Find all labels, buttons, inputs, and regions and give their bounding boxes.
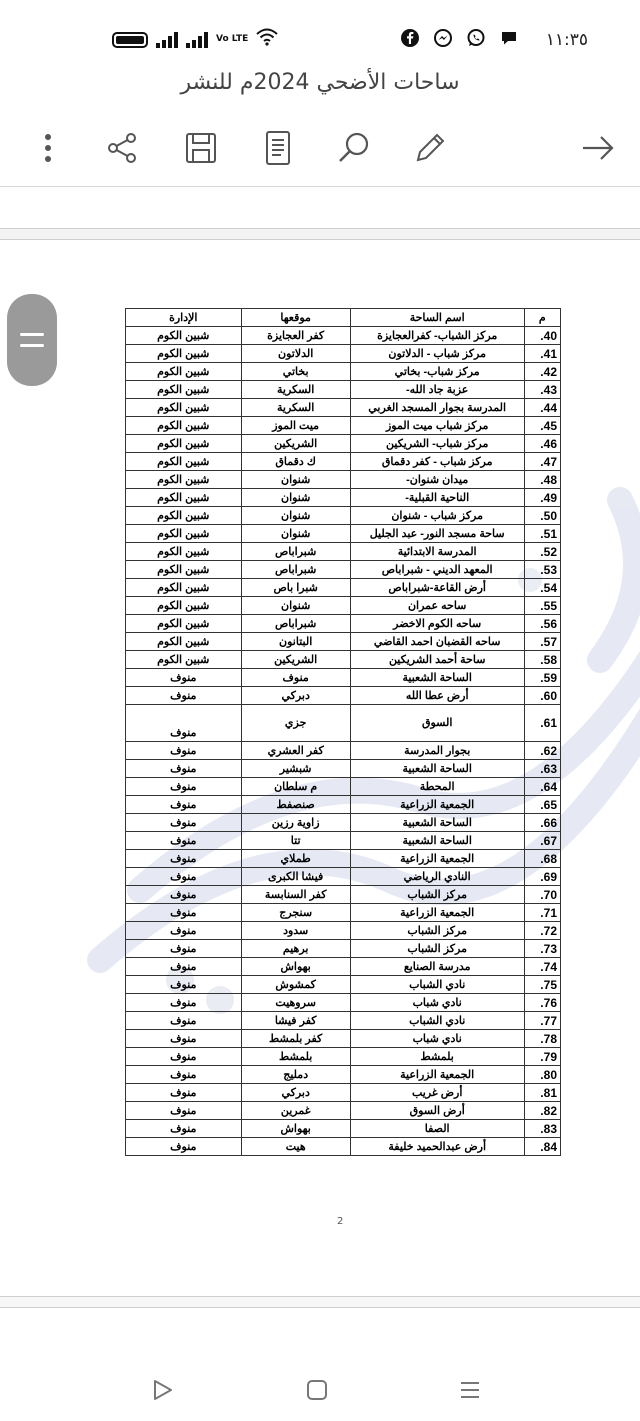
plaza-administration: منوف [126,778,242,796]
plaza-administration: شبين الكوم [126,327,242,345]
row-number: 80. [524,1066,560,1084]
plaza-location: كفر بلمشط [241,1030,350,1048]
header-location: موقعها [241,309,350,327]
table-row [126,796,561,814]
plaza-location: الشريكين [241,435,350,453]
plaza-administration: منوف [126,1138,242,1156]
table-row [126,381,561,399]
row-number: 77. [524,1012,560,1030]
plaza-name: الجمعية الزراعية [350,1066,524,1084]
plaza-location: سدود [241,922,350,940]
plaza-location: البتانون [241,633,350,651]
plaza-administration: منوف [126,1030,242,1048]
plaza-location: شبراباص [241,615,350,633]
plaza-name: أرض السوق [350,1102,524,1120]
table-row [126,1030,561,1048]
plaza-name: مركز شباب - كفر دقماق [350,453,524,471]
plaza-administration: منوف [126,796,242,814]
plaza-name: مركز الشباب- كفرالعجايزة [350,327,524,345]
row-number: 70. [524,886,560,904]
plaza-administration: شبين الكوم [126,615,242,633]
row-number: 71. [524,904,560,922]
plaza-administration: منوف [126,1012,242,1030]
plaza-location: السكرية [241,399,350,417]
row-number: 82. [524,1102,560,1120]
status-bar [0,0,640,70]
row-number: 60. [524,687,560,705]
table-row [126,345,561,363]
plaza-name: أرض القاعة-شبراباص [350,579,524,597]
plaza-name: المدرسة بجوار المسجد الغربي [350,399,524,417]
plaza-administration: منوف [126,922,242,940]
page-icon[interactable] [258,128,298,168]
plaza-location: شنوان [241,471,350,489]
plaza-administration: منوف [126,850,242,868]
messenger-icon [433,28,453,48]
plaza-location: السكرية [241,381,350,399]
table-row [126,778,561,796]
plaza-location: شبرا باص [241,579,350,597]
table-row [126,525,561,543]
plaza-location: كفر العجايزة [241,327,350,345]
table-row [126,705,561,742]
plaza-name: نادي شباب [350,1030,524,1048]
plaza-location: زاوية رزين [241,814,350,832]
row-number: 61. [524,705,560,742]
plaza-administration: شبين الكوم [126,633,242,651]
plaza-location: بهواش [241,958,350,976]
row-number: 58. [524,651,560,669]
plaza-location: سروهيت [241,994,350,1012]
plaza-name: الناحية القبلية- [350,489,524,507]
row-number: 84. [524,1138,560,1156]
plaza-name: الساحة الشعبية [350,669,524,687]
plaza-name: الجمعية الزراعية [350,904,524,922]
plaza-administration: منوف [126,1102,242,1120]
row-number: 78. [524,1030,560,1048]
row-number: 40. [524,327,560,345]
table-header-row [126,309,561,327]
plaza-administration: منوف [126,994,242,1012]
plaza-location: م سلطان [241,778,350,796]
table-row [126,1012,561,1030]
plaza-name: ساحة أحمد الشريكين [350,651,524,669]
row-number: 42. [524,363,560,381]
plaza-administration: شبين الكوم [126,399,242,417]
plaza-administration: منوف [126,886,242,904]
table-row [126,904,561,922]
plaza-administration: منوف [126,742,242,760]
table-row [126,507,561,525]
plaza-location: شبشير [241,760,350,778]
plaza-location: الدلاتون [241,345,350,363]
system-nav-bar [0,1350,640,1421]
table-row [126,363,561,381]
plaza-administration: شبين الكوم [126,525,242,543]
plaza-location: بخاتي [241,363,350,381]
plaza-name: مركز شباب- الشريكين [350,435,524,453]
table-row [126,489,561,507]
row-number: 62. [524,742,560,760]
table-row [126,742,561,760]
signal-cluster [112,28,278,51]
signal-icon-2 [186,32,208,48]
header-number: م [524,309,560,327]
page-gap [0,228,640,240]
plaza-administration: شبين الكوم [126,363,242,381]
plaza-administration: منوف [126,1120,242,1138]
plaza-location: بلمشط [241,1048,350,1066]
row-number: 66. [524,814,560,832]
facebook-icon [400,28,420,48]
whatsapp-icon [466,28,486,48]
table-row [126,417,561,435]
plaza-administration: منوف [126,705,242,742]
recents-menu-icon[interactable] [450,1370,490,1410]
row-number: 81. [524,1084,560,1102]
fast-scroll-handle[interactable] [7,294,57,386]
plaza-name: أرض عبدالحميد خليفة [350,1138,524,1156]
plaza-location: شبراباص [241,543,350,561]
table-row [126,1084,561,1102]
table-row [126,760,561,778]
plaza-location: شنوان [241,525,350,543]
plaza-location: برهيم [241,940,350,958]
table-row [126,886,561,904]
row-number: 79. [524,1048,560,1066]
plaza-location: ك دقماق [241,453,350,471]
row-number: 65. [524,796,560,814]
plaza-name: ساحه القضبان احمد القاضي [350,633,524,651]
plaza-name: الصفا [350,1120,524,1138]
plaza-administration: شبين الكوم [126,561,242,579]
chat-icon [499,28,519,48]
plaza-name: ساحة مسجد النور- عبد الجليل [350,525,524,543]
row-number: 63. [524,760,560,778]
more-icon[interactable] [28,128,68,168]
plaza-name: الجمعية الزراعية [350,796,524,814]
plaza-name: مركز الشباب [350,886,524,904]
table-row [126,1138,561,1156]
row-number: 83. [524,1120,560,1138]
plaza-administration: منوف [126,669,242,687]
row-number: 52. [524,543,560,561]
plaza-name: نادي الشباب [350,1012,524,1030]
table-row [126,543,561,561]
plaza-location: شنوان [241,597,350,615]
plaza-location: شنوان [241,507,350,525]
plaza-location: كفر السنابسة [241,886,350,904]
plaza-administration: شبين الكوم [126,597,242,615]
wifi-icon [256,28,278,51]
plaza-name: المدرسة الابتدائية [350,543,524,561]
plaza-name: الساحة الشعبية [350,760,524,778]
plaza-name: الساحة الشعبية [350,832,524,850]
plaza-name: عزبة جاد الله- [350,381,524,399]
table-row [126,1120,561,1138]
row-number: 47. [524,453,560,471]
page-gap-bottom [0,1296,640,1308]
plaza-location: منوف [241,669,350,687]
plaza-administration: شبين الكوم [126,435,242,453]
row-number: 41. [524,345,560,363]
plaza-administration: منوف [126,868,242,886]
plaza-location: شنوان [241,489,350,507]
row-number: 45. [524,417,560,435]
plaza-administration: شبين الكوم [126,507,242,525]
search-icon[interactable] [334,128,374,168]
forward-icon[interactable] [578,128,618,168]
plaza-location: دمليج [241,1066,350,1084]
row-number: 75. [524,976,560,994]
plaza-administration: منوف [126,687,242,705]
plaza-administration: منوف [126,976,242,994]
plaza-administration: شبين الكوم [126,579,242,597]
table-row [126,868,561,886]
plaza-name: أرض غريب [350,1084,524,1102]
table-row [126,687,561,705]
plaza-administration: شبين الكوم [126,651,242,669]
page-number: 2 [337,1216,344,1227]
table-body [126,327,561,1156]
row-number: 55. [524,597,560,615]
plaza-name: مركز الشباب [350,940,524,958]
plaza-administration: شبين الكوم [126,381,242,399]
table-row [126,471,561,489]
plaza-administration: منوف [126,832,242,850]
row-number: 51. [524,525,560,543]
row-number: 54. [524,579,560,597]
table-row [126,1102,561,1120]
row-number: 50. [524,507,560,525]
plaza-location: تتا [241,832,350,850]
row-number: 76. [524,994,560,1012]
plaza-name: بلمشط [350,1048,524,1066]
plaza-administration: شبين الكوم [126,543,242,561]
table-row [126,976,561,994]
document-title: ساحات الأضحي 2024م للنشر [180,70,460,95]
row-number: 53. [524,561,560,579]
share-icon[interactable] [102,128,142,168]
plaza-administration: شبين الكوم [126,453,242,471]
plaza-administration: منوف [126,958,242,976]
row-number: 48. [524,471,560,489]
table-row [126,994,561,1012]
row-number: 56. [524,615,560,633]
plaza-name: مركز شباب ميت الموز [350,417,524,435]
plaza-name: الساحة الشعبية [350,814,524,832]
table-row [126,814,561,832]
table-row [126,579,561,597]
plaza-location: ميت الموز [241,417,350,435]
row-number: 49. [524,489,560,507]
table-row [126,651,561,669]
table-row [126,850,561,868]
plaza-name: نادي شباب [350,994,524,1012]
plaza-location: فيشا الكبرى [241,868,350,886]
plaza-name: المحطة [350,778,524,796]
plaza-name: نادي الشباب [350,976,524,994]
plaza-location: الشريكين [241,651,350,669]
table-row [126,561,561,579]
row-number: 44. [524,399,560,417]
plaza-location: كفر العشري [241,742,350,760]
signal-icon [156,32,178,48]
toolbar [0,118,640,176]
plaza-location: سنجرج [241,904,350,922]
table-row [126,615,561,633]
plaza-name: الجمعية الزراعية [350,850,524,868]
divider [0,186,640,187]
plaza-administration: منوف [126,1066,242,1084]
row-number: 67. [524,832,560,850]
notification-icons [400,28,519,53]
plaza-name: ميدان شنوان- [350,471,524,489]
header-administration: الإدارة [126,309,242,327]
row-number: 59. [524,669,560,687]
plaza-name: النادي الرياضي [350,868,524,886]
plaza-name: المعهد الديني - شبراباص [350,561,524,579]
plaza-administration: شبين الكوم [126,489,242,507]
save-icon[interactable] [181,128,221,168]
plaza-administration: منوف [126,940,242,958]
row-number: 69. [524,868,560,886]
row-number: 57. [524,633,560,651]
plaza-name: مركز شباب - الدلاتون [350,345,524,363]
clock: ١١:٣٥ [545,30,588,50]
plaza-location: كمشوش [241,976,350,994]
plaza-name: ساحه عمران [350,597,524,615]
plaza-administration: شبين الكوم [126,417,242,435]
plaza-administration: منوف [126,1084,242,1102]
plaza-name: السوق [350,705,524,742]
plaza-name: أرض عطا الله [350,687,524,705]
plaza-location: صنصفط [241,796,350,814]
table-row [126,669,561,687]
home-square-icon[interactable] [297,1370,337,1410]
plaza-location: غمرين [241,1102,350,1120]
table-row [126,1048,561,1066]
table-row [126,832,561,850]
back-triangle-icon[interactable] [142,1370,182,1410]
plaza-administration: منوف [126,1048,242,1066]
plaza-location: هيت [241,1138,350,1156]
table-row [126,399,561,417]
table-row [126,958,561,976]
plaza-location: بهواش [241,1120,350,1138]
plaza-location: كفر فيشا [241,1012,350,1030]
volte-icon: Vo LTE [216,34,249,44]
plazas-table [125,308,561,1156]
table-row [126,922,561,940]
row-number: 43. [524,381,560,399]
plaza-location: طملاي [241,850,350,868]
table-row [126,1066,561,1084]
plaza-administration: منوف [126,760,242,778]
table-row [126,327,561,345]
plaza-location: دبركي [241,1084,350,1102]
table-row [126,435,561,453]
plaza-name: بجوار المدرسة [350,742,524,760]
table-row [126,940,561,958]
plaza-location: شبراباص [241,561,350,579]
plaza-administration: منوف [126,904,242,922]
plaza-name: ساحه الكوم الاخضر [350,615,524,633]
table-row [126,633,561,651]
row-number: 46. [524,435,560,453]
plaza-location: جزي [241,705,350,742]
header-name: اسم الساحة [350,309,524,327]
plaza-name: مركز شباب- بخاتي [350,363,524,381]
plaza-administration: شبين الكوم [126,471,242,489]
plaza-name: مركز شباب - شنوان [350,507,524,525]
battery-icon [112,32,148,48]
plaza-administration: منوف [126,814,242,832]
plaza-name: مركز الشباب [350,922,524,940]
table-row [126,453,561,471]
table-row [126,597,561,615]
plaza-name: مدرسة الصنايع [350,958,524,976]
plaza-location: دبركي [241,687,350,705]
edit-icon[interactable] [410,128,450,168]
row-number: 72. [524,922,560,940]
row-number: 68. [524,850,560,868]
row-number: 73. [524,940,560,958]
row-number: 74. [524,958,560,976]
row-number: 64. [524,778,560,796]
plaza-administration: شبين الكوم [126,345,242,363]
